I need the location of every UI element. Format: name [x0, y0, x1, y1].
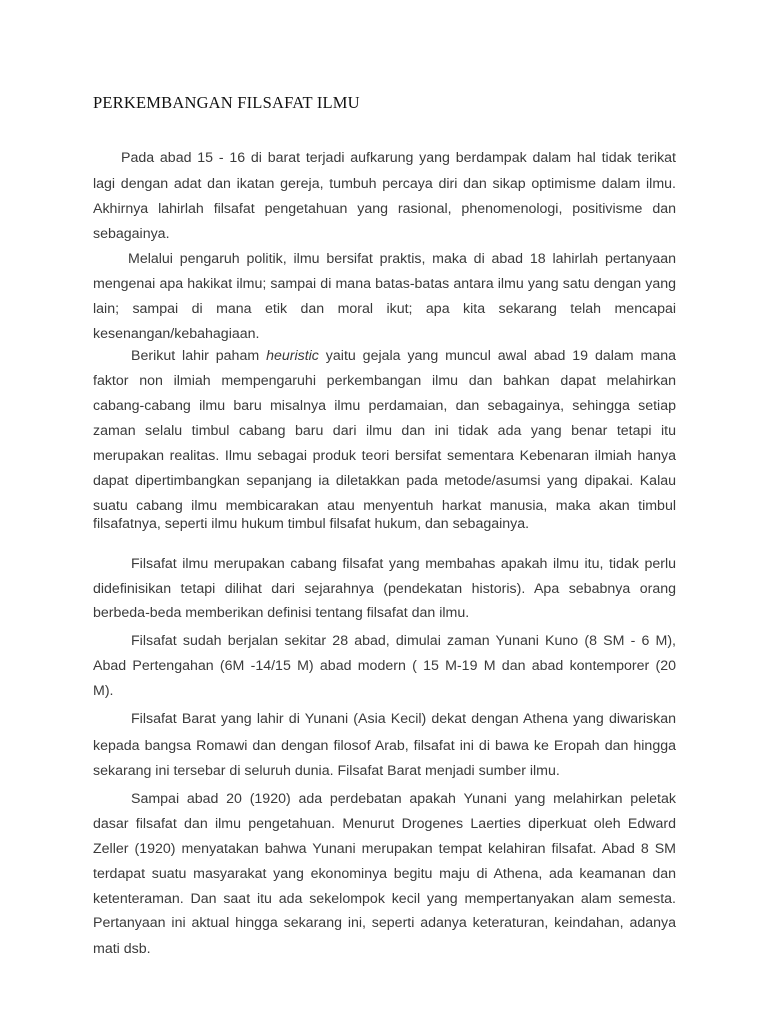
text-line: merupakan realitas. Ilmu sebagai produk teori bersifat sementara Kebenaran ilmiah hanya: [93, 448, 676, 464]
text-line: dasar filsafat dan ilmu pengetahuan. Menurut Drogenes Laerties diperkuat oleh Edward: [93, 816, 676, 832]
text-line: kepada bangsa Romawi dan dengan filosof Arab, filsafat ini di bawa ke Eropah dan hingga: [93, 738, 676, 754]
text-line: sekarang ini tersebar di seluruh dunia. Filsafat Barat menjadi sumber ilmu.: [93, 763, 560, 779]
text-line: Abad Pertengahan (6M -14/15 M) abad modern ( 15 M-19 M dan abad kontemporer (20: [93, 658, 676, 674]
text-segment: yaitu gejala yang muncul awal abad 19 dalam mana: [318, 348, 677, 364]
text-line: Sampai abad 20 (1920) ada perdebatan apakah Yunani yang melahirkan peletak: [131, 791, 676, 807]
text-line: Pada abad 15 - 16 di barat terjadi aufkarung yang berdampak dalam hal tidak terikat: [121, 150, 676, 166]
text-line: kesenangan/kebahagiaan.: [93, 326, 260, 342]
text-line: terdapat suatu masyarakat yang ekonominya begitu maju di Athena, ada keamanan dan: [93, 866, 676, 882]
text-line: Zeller (1920) menyatakan bahwa Yunani merupakan tempat kelahiran filsafat. Abad 8 SM: [93, 841, 676, 857]
text-line: M).: [93, 683, 114, 699]
text-line: Filsafat Barat yang lahir di Yunani (Asia Kecil) dekat dengan Athena yang diwariskan: [131, 711, 676, 727]
text-line: suatu cabang ilmu membicarakan atau menyentuh harkat manusia, maka akan timbul: [93, 498, 676, 514]
text-line: ketenteraman. Dan saat itu ada sekelompok kecil yang mempertanyakan alam semesta.: [93, 891, 676, 907]
text-segment: Berikut lahir paham: [131, 348, 267, 364]
text-line: lain; sampai di mana etik dan moral ikut; apa kita sekarang telah mencapai: [93, 301, 676, 317]
text-line: Filsafat sudah berjalan sekitar 28 abad, dimulai zaman Yunani Kuno (8 SM - 6 M),: [131, 633, 676, 649]
text-line: filsafatnya, seperti ilmu hukum timbul filsafat hukum, dan sebagainya.: [93, 516, 530, 532]
text-line: mengenai apa hakikat ilmu; sampai di mana batas-batas antara ilmu yang satu dengan yang: [93, 276, 676, 292]
text-line: faktor non ilmiah mempengaruhi perkembangan ilmu dan bahkan dapat melahirkan: [93, 373, 676, 389]
document-title: PERKEMBANGAN FILSAFAT ILMU: [93, 93, 360, 112]
text-line: dapat dipertimbangkan sepanjang ia diletakkan pada metode/asumsi yang dipakai. Kalau: [93, 473, 676, 489]
text-line: sebagainya.: [93, 226, 170, 242]
text-line: zaman selalu timbul cabang baru dari ilmu dan ini tidak ada yang benar tetapi itu: [93, 423, 676, 439]
italic-term: heuristic: [266, 348, 319, 364]
text-line: [131, 347, 676, 365]
text-line: Akhirnya lahirlah filsafat pengetahuan yang rasional, phenomenologi, positivisme dan: [93, 201, 676, 217]
text-line: mati dsb.: [93, 941, 151, 957]
text-line: Pertanyaan ini aktual hingga sekarang ini, seperti adanya keteraturan, keindahan, adanya: [93, 915, 676, 931]
text-line: didefinisikan tetapi dilihat dari sejarahnya (pendekatan historis). Apa sebabnya orang: [93, 581, 676, 597]
text-line: Melalui pengaruh politik, ilmu bersifat praktis, maka di abad 18 lahirlah pertanyaan: [128, 251, 676, 267]
text-line: berbeda-beda memberikan definisi tentang filsafat dan ilmu.: [93, 605, 470, 621]
text-line: Filsafat ilmu merupakan cabang filsafat yang membahas apakah ilmu itu, tidak perlu: [131, 556, 676, 572]
text-line: cabang-cabang ilmu baru misalnya ilmu perdamaian, dan sebagainya, sehingga setiap: [93, 398, 676, 414]
text-line: lagi dengan adat dan ikatan gereja, tumbuh percaya diri dan sikap optimisme dalam ilmu.: [93, 176, 676, 192]
